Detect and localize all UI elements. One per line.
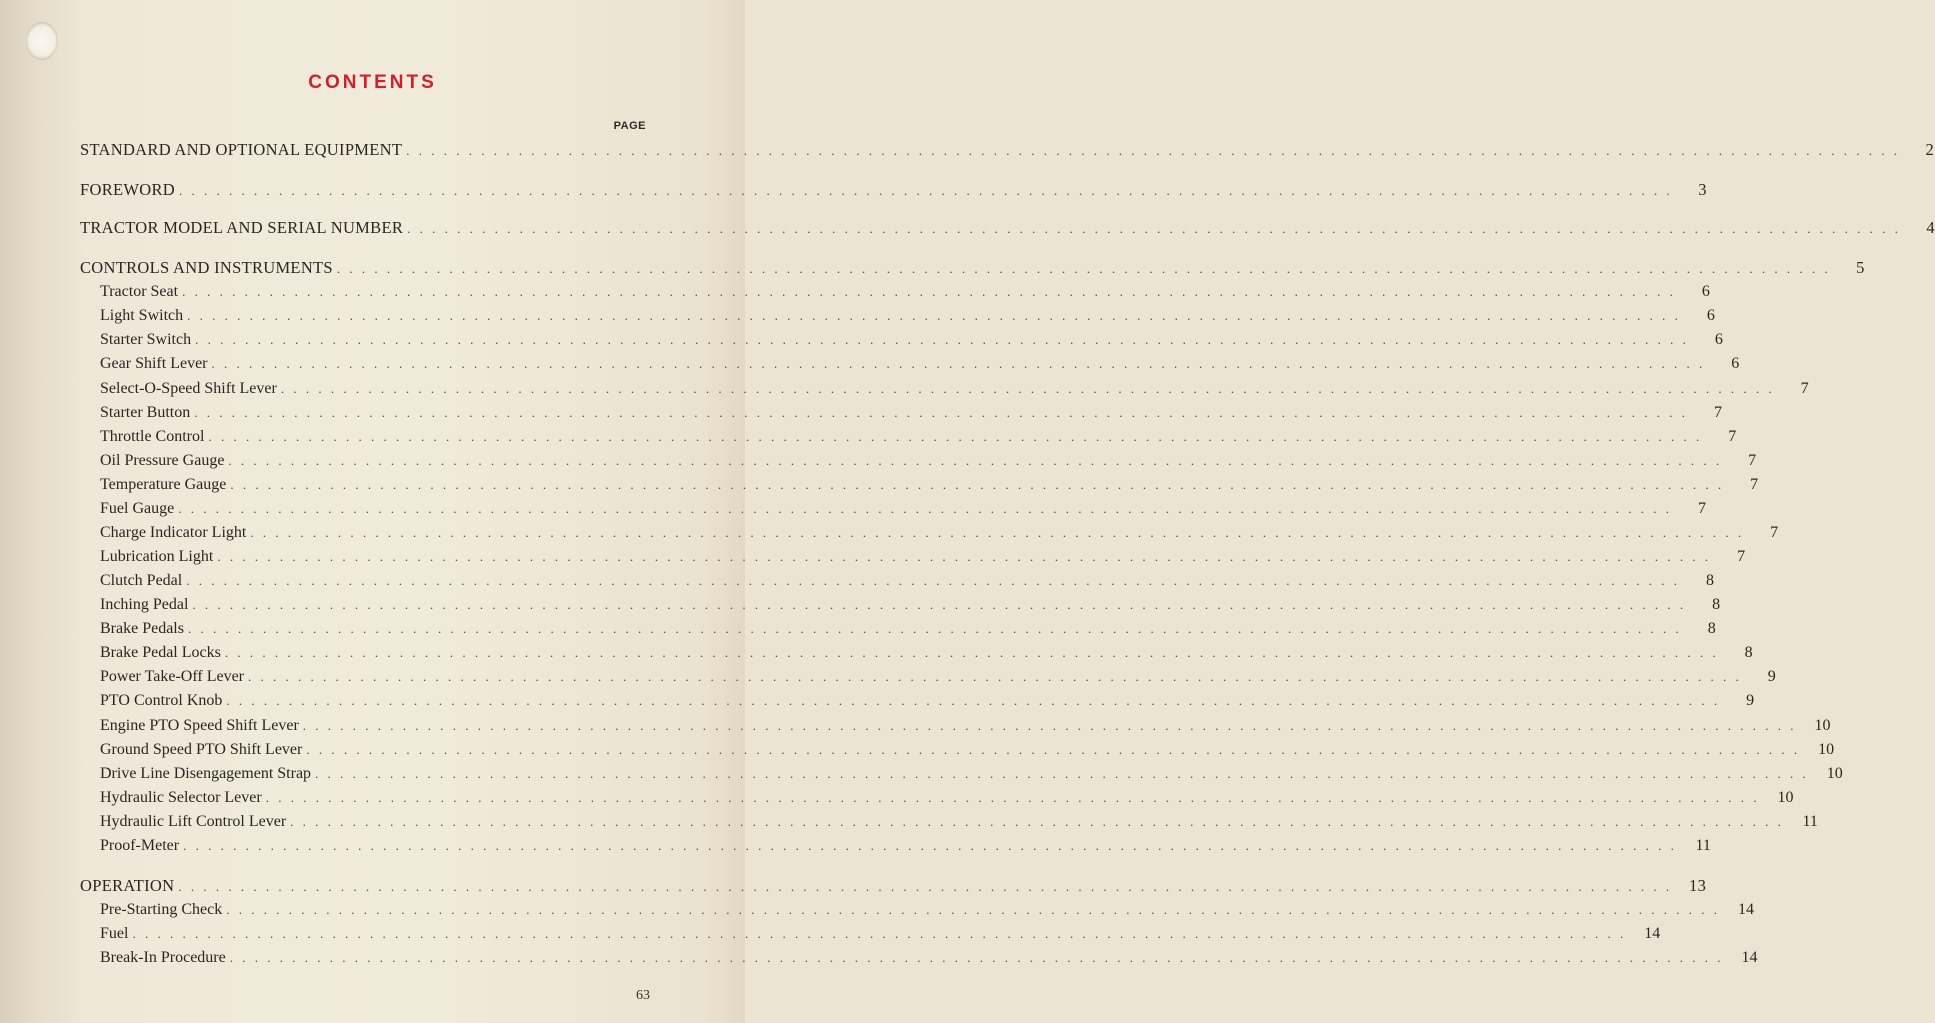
toc-entry-label: Drive Line Disengagement Strap xyxy=(100,765,312,782)
toc-subentry xyxy=(100,307,1715,329)
toc-subentry xyxy=(100,789,1794,811)
toc-section-entry xyxy=(80,140,1934,162)
dot-leader: . . . . . . . . . . . . . . . . . . . . . . . . . . . . . . . . . . . . . . . . . . . . . . . . . . . . . . . . . . . . . . . . . . . . . . . . . . . . . . . . . . . . . . . . . . . . . . . . . . . . . . . . . . . . . . . . . . . . . . . . xyxy=(407,221,1901,236)
toc-entry-page-number: 14 xyxy=(1737,901,1754,918)
toc-entry-label: Fuel xyxy=(100,925,129,942)
toc-subentry xyxy=(100,428,1737,450)
toc-section-entry xyxy=(80,876,1707,898)
toc-entry-label: Gear Shift Lever xyxy=(100,355,208,372)
dot-leader: . . . . . . . . . . . . . . . . . . . . . . . . . . . . . . . . . . . . . . . . . . . . . . . . . . . . . . . . . . . . . . . . . . . . . . . . . . . . . . . . . . . . . . . . . . . . . . . . . . . . . . . . . . . . . . . . . . . . . . . . xyxy=(187,308,1681,323)
toc-entry-page-number: 7 xyxy=(1737,548,1746,565)
dot-leader: . . . . . . . . . . . . . . . . . . . . . . . . . . . . . . . . . . . . . . . . . . . . . . . . . . . . . . . . . . . . . . . . . . . . . . . . . . . . . . . . . . . . . . . . . . . . . . . . . . . . . . . . . . . . . . . . . . . . . . . . xyxy=(178,879,1673,894)
toc-entry-label: TRACTOR MODEL AND SERIAL NUMBER xyxy=(80,218,404,237)
toc-entry-label: Tractor Seat xyxy=(100,283,179,300)
toc-subentry xyxy=(100,813,1818,835)
dot-leader: . . . . . . . . . . . . . . . . . . . . . . . . . . . . . . . . . . . . . . . . . . . . . . . . . . . . . . . . . . . . . . . . . . . . . . . . . . . . . . . . . . . . . . . . . . . . . . . . . . . . . . . . . . . . . . . . . . . . . . . . xyxy=(248,669,1742,684)
dot-leader: . . . . . . . . . . . . . . . . . . . . . . . . . . . . . . . . . . . . . . . . . . . . . . . . . . . . . . . . . . . . . . . . . . . . . . . . . . . . . . . . . . . . . . . . . . . . . . . . . . . . . . . . . . . . . . . . . . . . . . . . xyxy=(192,597,1687,612)
toc-entry-page-number: 6 xyxy=(1706,307,1715,324)
toc-subentry xyxy=(100,548,1746,570)
dot-leader: . . . . . . . . . . . . . . . . . . . . . . . . . . . . . . . . . . . . . . . . . . . . . . . . . . . . . . . . . . . . . . . . . . . . . . . . . . . . . . . . . . . . . . . . . . . . . . . . . . . . . . . . . . . . . . . . . . . . . . . . xyxy=(179,183,1673,198)
dot-leader: . . . . . . . . . . . . . . . . . . . . . . . . . . . . . . . . . . . . . . . . . . . . . . . . . . . . . . . . . . . . . . . . . . . . . . . . . . . . . . . . . . . . . . . . . . . . . . . . . . . . . . . . . . . . . . . . . . . . . . . . xyxy=(178,501,1672,516)
toc-entry-page-number: 7 xyxy=(1750,476,1759,493)
toc-entry-label: FOREWORD xyxy=(80,180,175,199)
toc-subentry xyxy=(100,620,1716,642)
dot-leader: . . . . . . . . . . . . . . . . . . . . . . . . . . . . . . . . . . . . . . . . . . . . . . . . . . . . . . . . . . . . . . . . . . . . . . . . . . . . . . . . . . . . . . . . . . . . . . . . . . . . . . . . . . . . . . . . . . . . . . . . xyxy=(306,742,1801,757)
toc-subentry xyxy=(100,500,1706,522)
toc-entry-label: Oil Pressure Gauge xyxy=(100,452,225,469)
toc-subentry xyxy=(100,949,1758,971)
toc-section-entry xyxy=(80,218,1935,240)
dot-leader: . . . . . . . . . . . . . . . . . . . . . . . . . . . . . . . . . . . . . . . . . . . . . . . . . . . . . . . . . . . . . . . . . . . . . . . . . . . . . . . . . . . . . . . . . . . . . . . . . . . . . . . . . . . . . . . . . . . . . . . . xyxy=(265,790,1760,805)
toc-entry-page-number: 2 xyxy=(1925,140,1934,159)
dot-leader: . . . . . . . . . . . . . . . . . . . . . . . . . . . . . . . . . . . . . . . . . . . . . . . . . . . . . . . . . . . . . . . . . . . . . . . . . . . . . . . . . . . . . . . . . . . . . . . . . . . . . . . . . . . . . . . . . . . . . . . . xyxy=(406,143,1900,158)
toc-entry-page-number: 10 xyxy=(1818,741,1835,758)
toc-entry-label: Brake Pedal Locks xyxy=(100,644,221,661)
toc-subentry xyxy=(100,668,1776,690)
dot-leader: . . . . . . . . . . . . . . . . . . . . . . . . . . . . . . . . . . . . . . . . . . . . . . . . . . . . . . . . . . . . . . . . . . . . . . . . . . . . . . . . . . . . . . . . . . . . . . . . . . . . . . . . . . . . . . . . . . . . . . . . xyxy=(226,902,1720,917)
toc-entry-page-number: 4 xyxy=(1926,218,1935,237)
toc-entry-label: Fuel Gauge xyxy=(100,500,175,517)
toc-subentry xyxy=(100,837,1711,859)
toc-entry-page-number: 8 xyxy=(1707,620,1716,637)
toc-entry-page-number: 3 xyxy=(1698,180,1707,199)
dot-leader: . . . . . . . . . . . . . . . . . . . . . . . . . . . . . . . . . . . . . . . . . . . . . . . . . . . . . . . . . . . . . . . . . . . . . . . . . . . . . . . . . . . . . . . . . . . . . . . . . . . . . . . . . . . . . . . . . . . . . . . . xyxy=(187,621,1682,636)
toc-entry-label: Starter Switch xyxy=(100,331,192,348)
toc-entry-page-number: 9 xyxy=(1767,668,1776,685)
toc-entry-page-number: 5 xyxy=(1856,258,1865,277)
toc-entry-page-number: 8 xyxy=(1744,644,1753,661)
toc-entry-label: Lubrication Light xyxy=(100,548,214,565)
toc-entry-label: Temperature Gauge xyxy=(100,476,227,493)
toc-subentry xyxy=(100,717,1831,739)
toc-section-entry xyxy=(80,180,1707,202)
dot-leader: . . . . . . . . . . . . . . . . . . . . . . . . . . . . . . . . . . . . . . . . . . . . . . . . . . . . . . . . . . . . . . . . . . . . . . . . . . . . . . . . . . . . . . . . . . . . . . . . . . . . . . . . . . . . . . . . . . . . . . . . xyxy=(336,261,1831,276)
toc-entry-label: PTO Control Knob xyxy=(100,692,223,709)
toc-entry-page-number: 6 xyxy=(1701,283,1710,300)
toc-entry-page-number: 6 xyxy=(1714,331,1723,348)
toc-entry-page-number: 7 xyxy=(1770,524,1779,541)
dot-leader: . . . . . . . . . . . . . . . . . . . . . . . . . . . . . . . . . . . . . . . . . . . . . . . . . . . . . . . . . . . . . . . . . . . . . . . . . . . . . . . . . . . . . . . . . . . . . . . . . . . . . . . . . . . . . . . . . . . . . . . . xyxy=(183,838,1677,853)
toc-entry-label: Select-O-Speed Shift Lever xyxy=(100,380,277,397)
dot-leader: . . . . . . . . . . . . . . . . . . . . . . . . . . . . . . . . . . . . . . . . . . . . . . . . . . . . . . . . . . . . . . . . . . . . . . . . . . . . . . . . . . . . . . . . . . . . . . . . . . . . . . . . . . . . . . . . . . . . . . . . xyxy=(230,477,1725,492)
toc-entry-page-number: 9 xyxy=(1746,692,1755,709)
toc-entry-page-number: 7 xyxy=(1697,500,1706,517)
toc-subentry xyxy=(100,355,1740,377)
toc-entry-label: Power Take-Off Lever xyxy=(100,668,245,685)
dot-leader: . . . . . . . . . . . . . . . . . . . . . . . . . . . . . . . . . . . . . . . . . . . . . . . . . . . . . . . . . . . . . . . . . . . . . . . . . . . . . . . . . . . . . . . . . . . . . . . . . . . . . . . . . . . . . . . . . . . . . . . . xyxy=(250,525,1745,540)
toc-subentry xyxy=(100,901,1754,923)
toc-subentry xyxy=(100,452,1757,474)
toc-entry-label: CONTROLS AND INSTRUMENTS xyxy=(80,258,333,277)
dot-leader: . . . . . . . . . . . . . . . . . . . . . . . . . . . . . . . . . . . . . . . . . . . . . . . . . . . . . . . . . . . . . . . . . . . . . . . . . . . . . . . . . . . . . . . . . . . . . . . . . . . . . . . . . . . . . . . . . . . . . . . . xyxy=(229,950,1724,965)
dot-leader: . . . . . . . . . . . . . . . . . . . . . . . . . . . . . . . . . . . . . . . . . . . . . . . . . . . . . . . . . . . . . . . . . . . . . . . . . . . . . . . . . . . . . . . . . . . . . . . . . . . . . . . . . . . . . . . . . . . . . . . . xyxy=(280,381,1775,396)
dot-leader: . . . . . . . . . . . . . . . . . . . . . . . . . . . . . . . . . . . . . . . . . . . . . . . . . . . . . . . . . . . . . . . . . . . . . . . . . . . . . . . . . . . . . . . . . . . . . . . . . . . . . . . . . . . . . . . . . . . . . . . . xyxy=(208,429,1703,444)
dot-leader: . . . . . . . . . . . . . . . . . . . . . . . . . . . . . . . . . . . . . . . . . . . . . . . . . . . . . . . . . . . . . . . . . . . . . . . . . . . . . . . . . . . . . . . . . . . . . . . . . . . . . . . . . . . . . . . . . . . . . . . . xyxy=(182,284,1676,299)
toc-entry-page-number: 10 xyxy=(1826,765,1843,782)
dot-leader: . . . . . . . . . . . . . . . . . . . . . . . . . . . . . . . . . . . . . . . . . . . . . . . . . . . . . . . . . . . . . . . . . . . . . . . . . . . . . . . . . . . . . . . . . . . . . . . . . . . . . . . . . . . . . . . . . . . . . . . . xyxy=(290,814,1784,829)
binder-hole xyxy=(26,22,58,60)
toc-entry-label: Engine PTO Speed Shift Lever xyxy=(100,717,299,734)
toc-entry-label: Hydraulic Selector Lever xyxy=(100,789,262,806)
dot-leader: . . . . . . . . . . . . . . . . . . . . . . . . . . . . . . . . . . . . . . . . . . . . . . . . . . . . . . . . . . . . . . . . . . . . . . . . . . . . . . . . . . . . . . . . . . . . . . . . . . . . . . . . . . . . . . . . . . . . . . . . xyxy=(226,693,1721,708)
toc-subentry xyxy=(100,741,1835,763)
toc-entry-page-number: 7 xyxy=(1800,380,1809,397)
toc-entry-page-number: 6 xyxy=(1731,355,1740,372)
toc-subentry xyxy=(100,765,1843,787)
toc-subentry xyxy=(100,380,1809,402)
toc-subentry xyxy=(100,476,1759,498)
toc-entry-label: Hydraulic Lift Control Lever xyxy=(100,813,287,830)
dot-leader: . . . . . . . . . . . . . . . . . . . . . . . . . . . . . . . . . . . . . . . . . . . . . . . . . . . . . . . . . . . . . . . . . . . . . . . . . . . . . . . . . . . . . . . . . . . . . . . . . . . . . . . . . . . . . . . . . . . . . . . . xyxy=(228,453,1723,468)
dot-leader: . . . . . . . . . . . . . . . . . . . . . . . . . . . . . . . . . . . . . . . . . . . . . . . . . . . . . . . . . . . . . . . . . . . . . . . . . . . . . . . . . . . . . . . . . . . . . . . . . . . . . . . . . . . . . . . . . . . . . . . . xyxy=(302,718,1797,733)
toc-subentry xyxy=(100,596,1721,618)
toc-entry-page-number: 13 xyxy=(1689,876,1707,895)
toc-entry-label: Charge Indicator Light xyxy=(100,524,247,541)
toc-entry-label: Clutch Pedal xyxy=(100,572,183,589)
toc-entry-page-number: 14 xyxy=(1644,925,1661,942)
toc-entry-page-number: 8 xyxy=(1705,572,1714,589)
dot-leader: . . . . . . . . . . . . . . . . . . . . . . . . . . . . . . . . . . . . . . . . . . . . . . . . . . . . . . . . . . . . . . . . . . . . . . . . . . . . . . . . . . . . . . . . . . . . . . . . . . . . . . . . . . . . . . . . . . . . . . . . xyxy=(211,356,1706,371)
toc-subentry xyxy=(100,404,1722,426)
toc-subentry xyxy=(100,692,1755,714)
toc-entry-label: Proof-Meter xyxy=(100,837,180,854)
toc-subentry xyxy=(100,644,1753,666)
toc-entry-page-number: 11 xyxy=(1802,813,1818,830)
toc-entry-page-number: 7 xyxy=(1748,452,1757,469)
dot-leader: . . . . . . . . . . . . . . . . . . . . . . . . . . . . . . . . . . . . . . . . . . . . . . . . . . . . . . . . . . . . . . . . . . . . . . . . . . . . . . . . . . . . . . . . . . . . . . . . . . . . . . . . . . . . . . . . . . . . . . . . xyxy=(217,549,1712,564)
toc-subentry xyxy=(100,572,1714,594)
toc-subentry xyxy=(100,524,1779,546)
toc-entry-label: Throttle Control xyxy=(100,428,205,445)
toc-entry-page-number: 10 xyxy=(1814,717,1831,734)
toc-subentry xyxy=(100,925,1661,947)
toc-entry-page-number: 7 xyxy=(1713,404,1722,421)
toc-entry-label: Brake Pedals xyxy=(100,620,184,637)
dot-leader: . . . . . . . . . . . . . . . . . . . . . . . . . . . . . . . . . . . . . . . . . . . . . . . . . . . . . . . . . . . . . . . . . . . . . . . . . . . . . . . . . . . . . . . . . . . . . . . . . . . . . . . . . . . . . . . . . . . . . . . . xyxy=(315,766,1809,781)
page-number: 63 xyxy=(636,988,650,1003)
toc-entry-label: Ground Speed PTO Shift Lever xyxy=(100,741,303,758)
dot-leader: . . . . . . . . . . . . . . . . . . . . . . . . . . . . . . . . . . . . . . . . . . . . . . . . . . . . . . . . . . . . . . . . . . . . . . . . . . . . . . . . . . . . . . . . . . . . . . . . . . . . . . . . . . . . . . . . . . . . . . . . xyxy=(195,332,1689,347)
toc-entry-label: OPERATION xyxy=(80,876,175,895)
toc-entry-label: Break-In Procedure xyxy=(100,949,226,966)
toc-entry-label: Starter Button xyxy=(100,404,191,421)
toc-entry-page-number: 8 xyxy=(1712,596,1721,613)
dot-leader: . . . . . . . . . . . . . . . . . . . . . . . . . . . . . . . . . . . . . . . . . . . . . . . . . . . . . . . . . . . . . . . . . . . . . . . . . . . . . . . . . . . . . . . . . . . . . . . . . . . . . . . . . . . . . . . . . . . . . . . . xyxy=(224,645,1719,660)
toc-subentry xyxy=(100,283,1710,305)
toc-entry-page-number: 7 xyxy=(1728,428,1737,445)
toc-entry-page-number: 10 xyxy=(1777,789,1794,806)
dot-leader: . . . . . . . . . . . . . . . . . . . . . . . . . . . . . . . . . . . . . . . . . . . . . . . . . . . . . . . . . . . . . . . . . . . . . . . . . . . . . . . . . . . . . . . . . . . . . . . . . . . . . . . . . . . . . . . . . . . . . . . . xyxy=(186,573,1680,588)
toc-entry-label: Pre-Starting Check xyxy=(100,901,223,918)
toc-section-entry xyxy=(80,258,1865,280)
page-column-label: PAGE xyxy=(613,120,646,132)
toc-entry-label: STANDARD AND OPTIONAL EQUIPMENT xyxy=(80,140,403,159)
page-title: CONTENTS xyxy=(308,72,437,93)
dot-leader: . . . . . . . . . . . . . . . . . . . . . . . . . . . . . . . . . . . . . . . . . . . . . . . . . . . . . . . . . . . . . . . . . . . . . . . . . . . . . . . . . . . . . . . . . . . . . . . . . . . . . . . . . . . . . . . . . . . . . . . . xyxy=(194,405,1688,420)
dot-leader: . . . . . . . . . . . . . . . . . . . . . . . . . . . . . . . . . . . . . . . . . . . . . . . . . . . . . . . . . . . . . . . . . . . . . . . . . . . . . . . . . . . . . . . . . . . . . . . . . . . . . . . . . . . . . . . . . . . . . . . . xyxy=(132,926,1627,941)
toc-entry-page-number: 11 xyxy=(1695,837,1711,854)
toc-subentry xyxy=(100,331,1723,353)
toc-entry-label: Light Switch xyxy=(100,307,184,324)
toc-entry-label: Inching Pedal xyxy=(100,596,189,613)
toc-entry-page-number: 14 xyxy=(1741,949,1758,966)
